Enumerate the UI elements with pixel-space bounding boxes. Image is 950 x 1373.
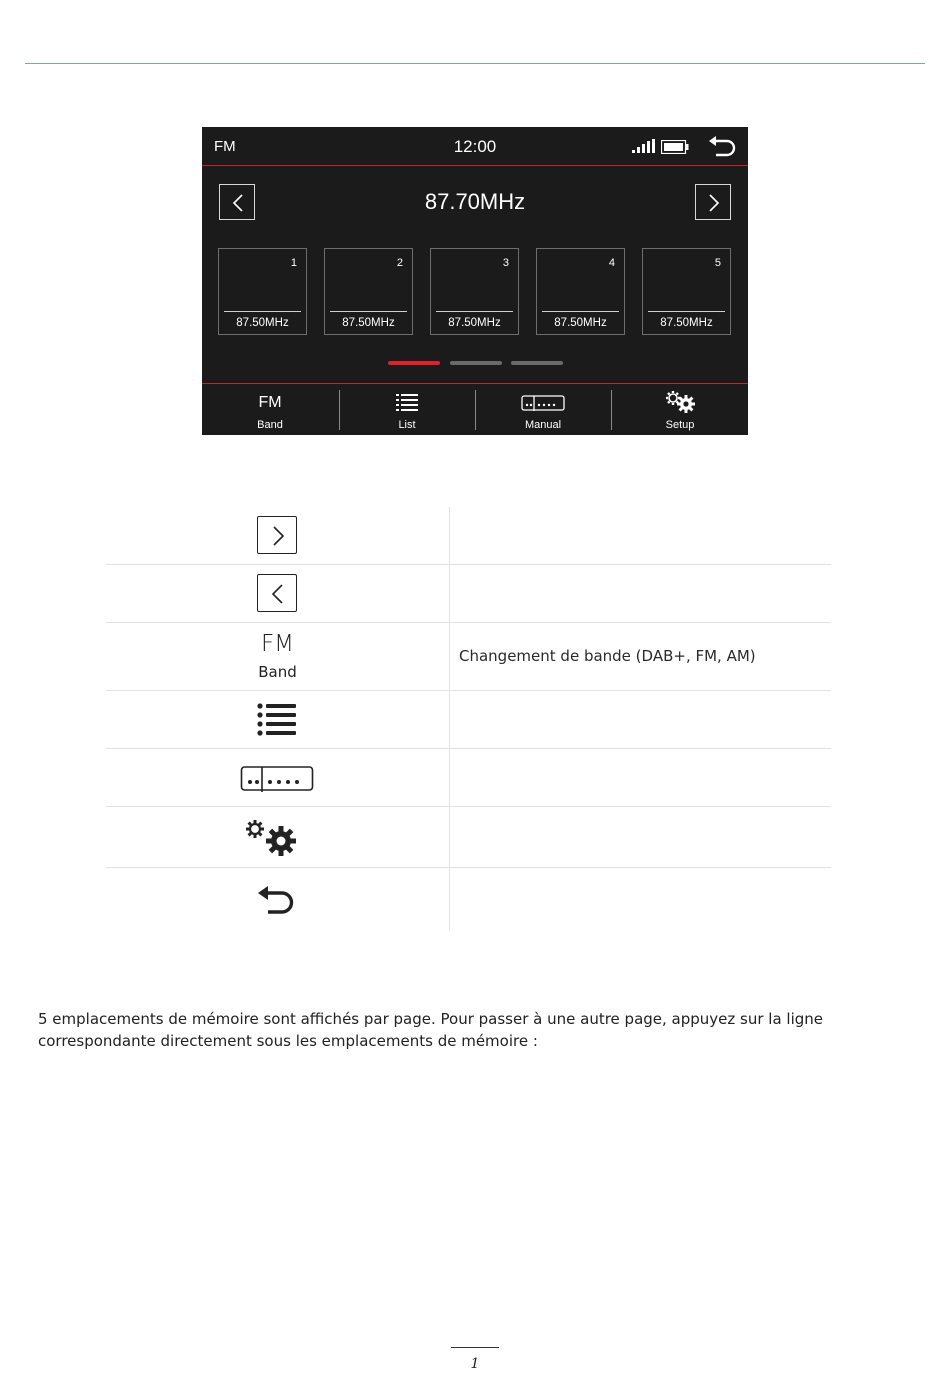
back-icon[interactable] [708, 136, 738, 158]
bottom-toolbar [202, 383, 748, 436]
icon-cell [106, 623, 449, 691]
band-button[interactable] [202, 384, 338, 436]
preset-number: 4 [608, 257, 615, 269]
table-row [106, 623, 831, 691]
back-icon [257, 886, 297, 916]
footer-rule [451, 1347, 499, 1348]
band-label: Band [257, 419, 283, 431]
page-indicator-1[interactable] [388, 361, 440, 365]
gears-icon [245, 819, 299, 857]
table-row [106, 749, 831, 807]
radio-screen [202, 127, 748, 435]
preset-frequency: 87.50MHz [554, 317, 607, 329]
gears-icon [665, 390, 697, 414]
list-button[interactable] [339, 384, 475, 436]
setup-label: Setup [665, 419, 695, 431]
table-row [106, 868, 831, 930]
preset-number: 1 [290, 257, 297, 269]
table-row [106, 565, 831, 623]
preset-number: 3 [502, 257, 509, 269]
table-row [106, 507, 831, 565]
manual-tuning-icon [521, 394, 565, 412]
preset-frequency: 87.50MHz [448, 317, 501, 329]
list-icon [257, 703, 297, 737]
preset-number: 5 [714, 257, 721, 269]
preset-slot-4[interactable] [536, 248, 625, 335]
preset-slot-2[interactable] [324, 248, 413, 335]
icon-cell [106, 507, 449, 565]
status-time: 12:00 [453, 137, 497, 156]
previous-button-icon [257, 574, 297, 612]
icon-cell [106, 565, 449, 623]
chevron-left-icon [258, 575, 298, 613]
status-band: FM [214, 138, 236, 155]
preset-frequency: 87.50MHz [342, 317, 395, 329]
manual-button[interactable] [475, 384, 611, 436]
manual-tuning-icon [240, 765, 314, 793]
preset-number: 2 [396, 257, 403, 269]
header-rule [25, 63, 925, 64]
table-row [106, 691, 831, 749]
preset-slot-5[interactable] [642, 248, 731, 335]
signal-icon [631, 139, 655, 153]
next-station-button[interactable] [695, 184, 731, 220]
preset-divider [224, 311, 301, 312]
preset-frequency: 87.50MHz [236, 317, 289, 329]
manual-label: Manual [524, 419, 562, 431]
band-value: FM [258, 394, 282, 411]
preset-slot-1[interactable] [218, 248, 307, 335]
preset-slot-3[interactable] [430, 248, 519, 335]
setup-button[interactable] [612, 384, 748, 436]
icon-cell [106, 691, 449, 749]
page-indicator-3[interactable] [511, 361, 563, 365]
band-icon-caption: Band [258, 663, 297, 681]
preset-divider [330, 311, 407, 312]
table-row [106, 807, 831, 868]
preset-divider [542, 311, 619, 312]
preset-divider [436, 311, 513, 312]
band-icon-label: FM [260, 631, 295, 657]
icon-cell [106, 807, 449, 868]
row-description: Changement de bande (DAB+, FM, AM) [459, 647, 756, 665]
icon-cell [106, 749, 449, 807]
preset-frequency: 87.50MHz [660, 317, 713, 329]
chevron-right-icon [696, 185, 732, 221]
page-indicator-2[interactable] [450, 361, 502, 365]
list-label: List [398, 419, 416, 431]
icon-cell [106, 868, 449, 930]
next-button-icon [257, 516, 297, 554]
status-bar [202, 127, 748, 166]
preset-divider [648, 311, 725, 312]
page-number: 1 [470, 1356, 480, 1372]
chevron-right-icon [258, 517, 298, 555]
current-frequency: 87.70MHz [424, 189, 526, 214]
instruction-paragraph: 5 emplacements de mémoire sont affichés par page. Pour passer à une autre page, appuyez sur la ligne correspondante directement sous les emplacements de mémoire : [38, 1010, 824, 1050]
list-icon [396, 393, 418, 411]
battery-icon [661, 140, 689, 154]
